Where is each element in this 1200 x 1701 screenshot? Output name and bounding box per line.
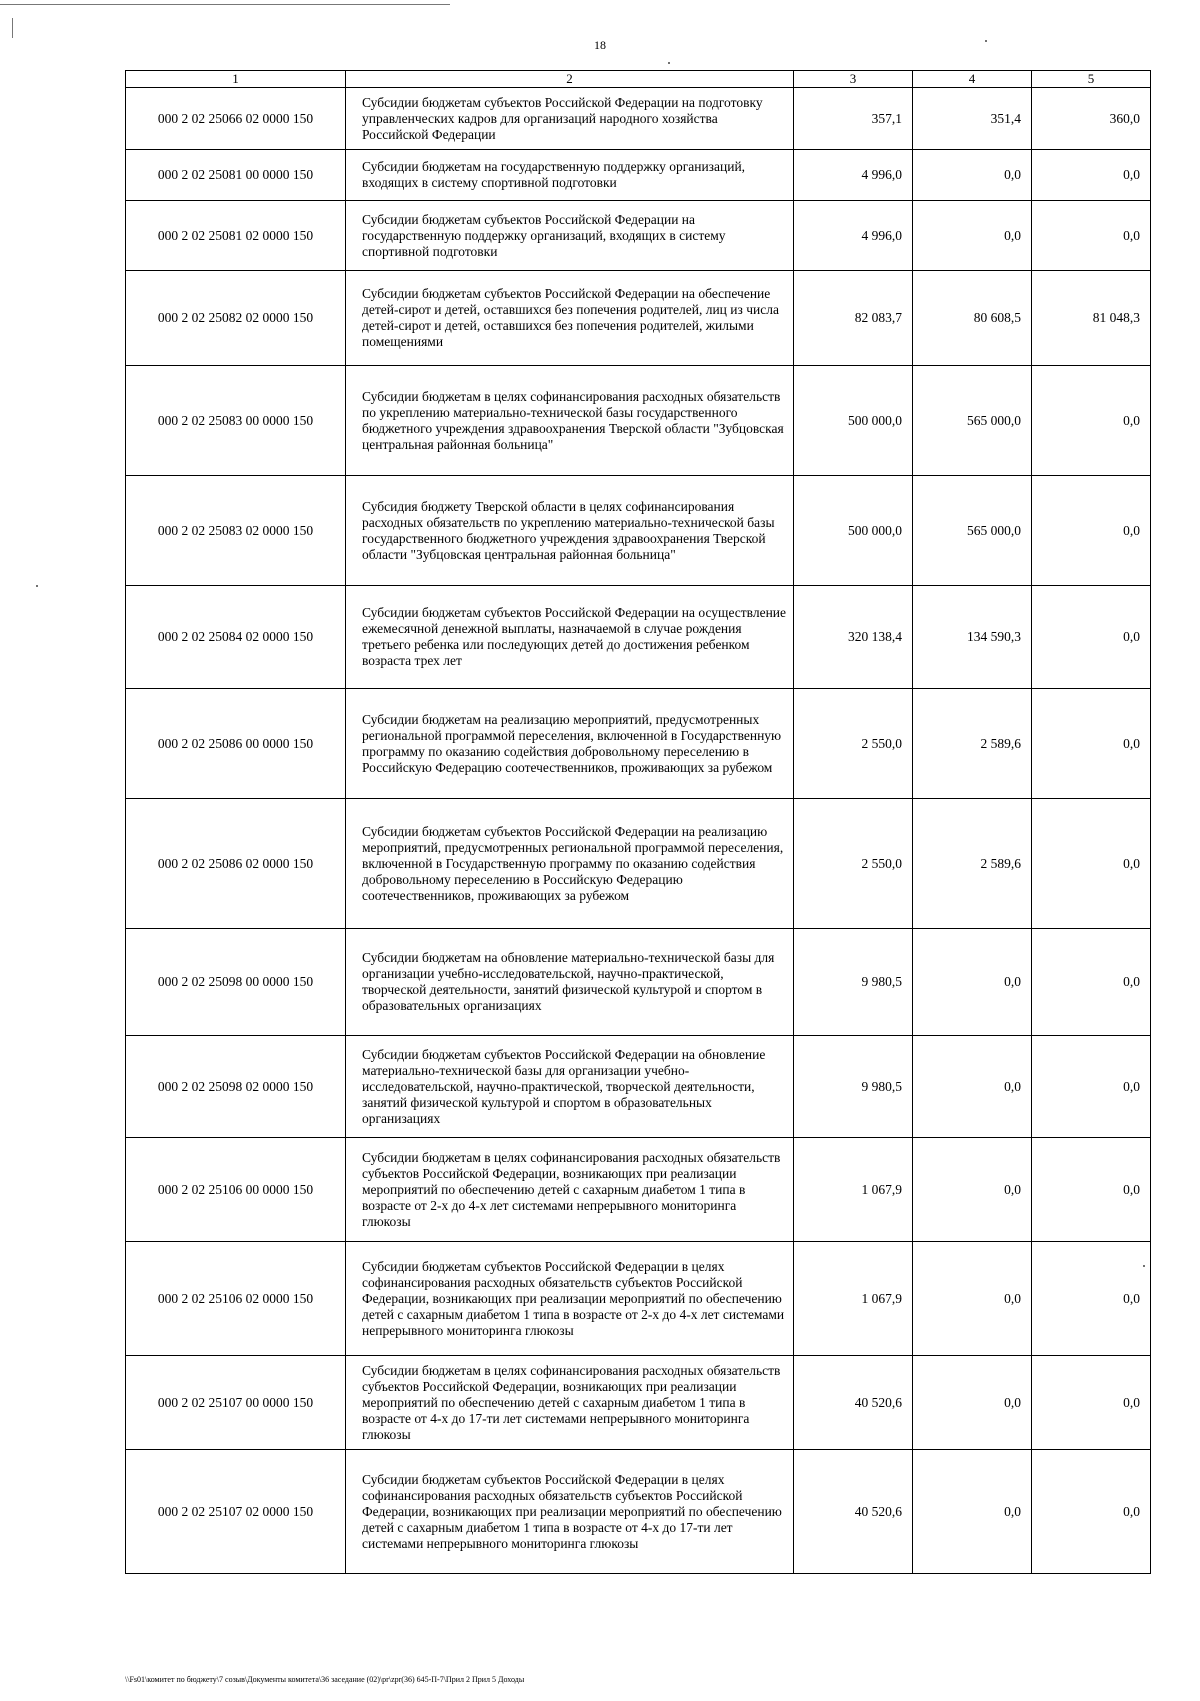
amount-col4-cell: 134 590,3 <box>913 586 1032 689</box>
revenue-name-cell: Субсидии бюджетам в целях софинансирования расходных обязательств по укреплению материально-технической базы государственного бюджетного учреждения здравоохранения Тверской области "Зубцовская центральная районная больница" <box>346 366 794 476</box>
amount-col5-cell: 0,0 <box>1032 476 1151 586</box>
table-row <box>126 1242 1151 1356</box>
table-row <box>126 150 1151 201</box>
amount-col3-cell: 320 138,4 <box>794 586 913 689</box>
amount-col5-cell: 0,0 <box>1032 201 1151 271</box>
budget-code-cell: 000 2 02 25082 02 0000 150 <box>126 271 346 366</box>
amount-col5-cell: 0,0 <box>1032 799 1151 929</box>
table-row <box>126 271 1151 366</box>
amount-col5-cell: 0,0 <box>1032 1450 1151 1574</box>
column-header: 1 <box>126 71 346 88</box>
page-number: 18 <box>594 38 606 52</box>
amount-col3-cell: 357,1 <box>794 88 913 150</box>
amount-col5-cell: 0,0 <box>1032 366 1151 476</box>
scan-speck <box>985 40 987 42</box>
amount-col5-cell: 0,0 <box>1032 1356 1151 1450</box>
amount-col3-cell: 500 000,0 <box>794 366 913 476</box>
budget-code-cell: 000 2 02 25083 00 0000 150 <box>126 366 346 476</box>
revenue-name-cell: Субсидии бюджетам субъектов Российской Федерации на реализацию мероприятий, предусмотренных региональной программой переселения, включенной в Государственную программу по оказанию содействия добровольному переселению в Российскую Федерацию соотечественников, проживающих за рубежом <box>346 799 794 929</box>
amount-col3-cell: 9 980,5 <box>794 1036 913 1138</box>
table-row <box>126 689 1151 799</box>
amount-col4-cell: 0,0 <box>913 1036 1032 1138</box>
budget-code-cell: 000 2 02 25066 02 0000 150 <box>126 88 346 150</box>
amount-col3-cell: 40 520,6 <box>794 1450 913 1574</box>
revenue-name-cell: Субсидия бюджету Тверской области в целях софинансирования расходных обязательств по укреплению материально-технической базы государственного бюджетного учреждения здравоохранения Тверской области "Зубцовская центральная районная больница" <box>346 476 794 586</box>
revenue-name-cell: Субсидии бюджетам на обновление материально-технической базы для организации учебно-исследовательской, научно-практической, творческой деятельности, занятий физической культурой и спортом в образовательных организациях <box>346 929 794 1036</box>
table-row <box>126 929 1151 1036</box>
amount-col3-cell: 2 550,0 <box>794 799 913 929</box>
budget-code-cell: 000 2 02 25098 02 0000 150 <box>126 1036 346 1138</box>
amount-col5-cell: 0,0 <box>1032 1036 1151 1138</box>
revenue-name-cell: Субсидии бюджетам в целях софинансирования расходных обязательств субъектов Российской Федерации, возникающих при реализации мероприятий по обеспечению детей с сахарным диабетом 1 типа в возрасте от 4-х до 17-ти лет системами непрерывного мониторинга глюкозы <box>346 1356 794 1450</box>
column-header: 4 <box>913 71 1032 88</box>
revenue-name-cell: Субсидии бюджетам в целях софинансирования расходных обязательств субъектов Российской Федерации, возникающих при реализации мероприятий по обеспечению детей с сахарным диабетом 1 типа в возрасте от 2-х до 4-х лет системами непрерывного мониторинга глюкозы <box>346 1138 794 1242</box>
budget-code-cell: 000 2 02 25106 02 0000 150 <box>126 1242 346 1356</box>
amount-col4-cell: 565 000,0 <box>913 366 1032 476</box>
revenue-name-cell: Субсидии бюджетам субъектов Российской Федерации в целях софинансирования расходных обязательств субъектов Российской Федерации, возникающих при реализации мероприятий по обеспечению детей с сахарным диабетом 1 типа в возрасте от 2-х до 4-х лет системами непрерывного мониторинга глюкозы <box>346 1242 794 1356</box>
scan-speck <box>1143 1265 1145 1267</box>
revenue-name-cell: Субсидии бюджетам субъектов Российской Федерации на обеспечение детей-сирот и детей, оставшихся без попечения родителей, лиц из числа детей-сирот и детей, оставшихся без попечения родителей, жилыми помещениями <box>346 271 794 366</box>
revenue-name-cell: Субсидии бюджетам на государственную поддержку организаций, входящих в систему спортивной подготовки <box>346 150 794 201</box>
amount-col5-cell: 81 048,3 <box>1032 271 1151 366</box>
revenue-name-cell: Субсидии бюджетам субъектов Российской Федерации на осуществление ежемесячной денежной выплаты, назначаемой в случае рождения третьего ребенка или последующих детей до достижения ребенком возраста трех лет <box>346 586 794 689</box>
revenue-name-cell: Субсидии бюджетам субъектов Российской Федерации на государственную поддержку организаций, входящих в систему спортивной подготовки <box>346 201 794 271</box>
table-row <box>126 88 1151 150</box>
column-header: 3 <box>794 71 913 88</box>
column-header: 2 <box>346 71 794 88</box>
revenue-name-cell: Субсидии бюджетам субъектов Российской Федерации на подготовку управленческих кадров для организаций народного хозяйства Российской Федерации <box>346 88 794 150</box>
revenue-name-cell: Субсидии бюджетам субъектов Российской Федерации на обновление материально-технической базы для организации учебно-исследовательской, научно-практической, творческой деятельности, занятий физической культурой и спортом в образовательных организациях <box>346 1036 794 1138</box>
table-row <box>126 366 1151 476</box>
amount-col3-cell: 1 067,9 <box>794 1138 913 1242</box>
table-row <box>126 476 1151 586</box>
budget-code-cell: 000 2 02 25086 02 0000 150 <box>126 799 346 929</box>
budget-code-cell: 000 2 02 25081 02 0000 150 <box>126 201 346 271</box>
amount-col3-cell: 1 067,9 <box>794 1242 913 1356</box>
amount-col3-cell: 2 550,0 <box>794 689 913 799</box>
amount-col4-cell: 80 608,5 <box>913 271 1032 366</box>
amount-col4-cell: 0,0 <box>913 929 1032 1036</box>
amount-col4-cell: 0,0 <box>913 1242 1032 1356</box>
amount-col4-cell: 0,0 <box>913 201 1032 271</box>
table-row <box>126 799 1151 929</box>
scan-speck <box>36 585 38 587</box>
budget-code-cell: 000 2 02 25098 00 0000 150 <box>126 929 346 1036</box>
budget-code-cell: 000 2 02 25081 00 0000 150 <box>126 150 346 201</box>
budget-code-cell: 000 2 02 25084 02 0000 150 <box>126 586 346 689</box>
table-row <box>126 1450 1151 1574</box>
amount-col3-cell: 40 520,6 <box>794 1356 913 1450</box>
scan-speck <box>668 62 670 64</box>
amount-col3-cell: 500 000,0 <box>794 476 913 586</box>
budget-code-cell: 000 2 02 25083 02 0000 150 <box>126 476 346 586</box>
scan-edge-line <box>0 4 450 5</box>
revenue-table <box>125 70 1151 1574</box>
table-row <box>126 1138 1151 1242</box>
amount-col4-cell: 2 589,6 <box>913 689 1032 799</box>
table-row <box>126 1356 1151 1450</box>
amount-col3-cell: 4 996,0 <box>794 201 913 271</box>
amount-col5-cell: 0,0 <box>1032 150 1151 201</box>
revenue-name-cell: Субсидии бюджетам субъектов Российской Федерации в целях софинансирования расходных обязательств субъектов Российской Федерации, возникающих при реализации мероприятий по обеспечению детей с сахарным диабетом 1 типа в возрасте от 4-х до 17-ти лет системами непрерывного мониторинга глюкозы <box>346 1450 794 1574</box>
table-header-row <box>126 71 1151 88</box>
amount-col4-cell: 0,0 <box>913 1356 1032 1450</box>
amount-col5-cell: 0,0 <box>1032 1242 1151 1356</box>
amount-col5-cell: 0,0 <box>1032 929 1151 1036</box>
amount-col5-cell: 0,0 <box>1032 1138 1151 1242</box>
amount-col3-cell: 82 083,7 <box>794 271 913 366</box>
amount-col3-cell: 4 996,0 <box>794 150 913 201</box>
amount-col4-cell: 351,4 <box>913 88 1032 150</box>
table-row <box>126 201 1151 271</box>
budget-code-cell: 000 2 02 25107 00 0000 150 <box>126 1356 346 1450</box>
amount-col5-cell: 0,0 <box>1032 586 1151 689</box>
table-row <box>126 1036 1151 1138</box>
scan-edge-mark <box>12 18 13 38</box>
amount-col4-cell: 2 589,6 <box>913 799 1032 929</box>
amount-col5-cell: 0,0 <box>1032 689 1151 799</box>
budget-code-cell: 000 2 02 25107 02 0000 150 <box>126 1450 346 1574</box>
amount-col4-cell: 0,0 <box>913 1450 1032 1574</box>
budget-code-cell: 000 2 02 25106 00 0000 150 <box>126 1138 346 1242</box>
file-path-footer: \\Fs01\комитет по бюджету\7 созыв\Документы комитета\36 заседание (02)\pr\zpr(36) 645-П-7\Прил 2 Прил 5 Доходы <box>125 1675 525 1684</box>
amount-col4-cell: 565 000,0 <box>913 476 1032 586</box>
amount-col4-cell: 0,0 <box>913 1138 1032 1242</box>
amount-col5-cell: 360,0 <box>1032 88 1151 150</box>
amount-col3-cell: 9 980,5 <box>794 929 913 1036</box>
column-header: 5 <box>1032 71 1151 88</box>
revenue-name-cell: Субсидии бюджетам на реализацию мероприятий, предусмотренных региональной программой переселения, включенной в Государственную программу по оказанию содействия добровольному переселению в Российскую Федерацию соотечественников, проживающих за рубежом <box>346 689 794 799</box>
table-row <box>126 586 1151 689</box>
budget-code-cell: 000 2 02 25086 00 0000 150 <box>126 689 346 799</box>
amount-col4-cell: 0,0 <box>913 150 1032 201</box>
